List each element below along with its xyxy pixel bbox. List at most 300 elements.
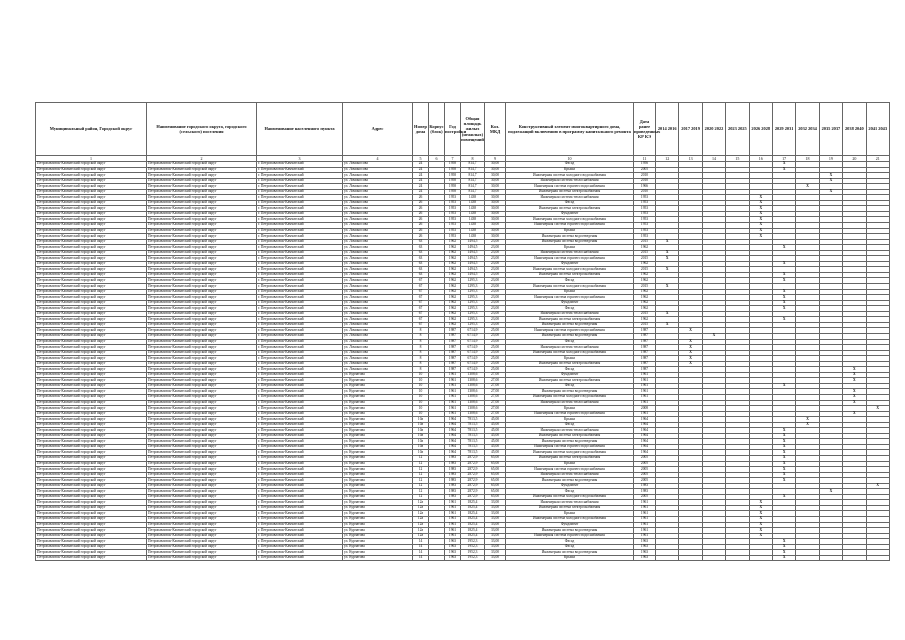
period-mark: X — [796, 184, 819, 190]
locality-cell: г. Петропавловск-Камчатский — [257, 356, 343, 362]
year-cell: 1983 — [445, 472, 461, 478]
district-cell: Петропавловск-Камчатский городской округ — [36, 500, 147, 506]
period-mark: X — [772, 295, 795, 301]
district-cell: Петропавловск-Камчатский городской округ — [36, 394, 147, 400]
repair-date-cell: 1962 — [634, 317, 656, 323]
locality-cell: г. Петропавловск-Камчатский — [257, 195, 343, 201]
locality-cell: г. Петропавловск-Камчатский — [257, 350, 343, 356]
house-cell: 12а — [413, 517, 429, 523]
column-header: 2020 2022 — [702, 103, 725, 156]
locality-cell: г. Петропавловск-Камчатский — [257, 206, 343, 212]
area-cell: 814,7 — [461, 173, 485, 179]
element-cell: Фасад — [506, 544, 634, 550]
period-mark: X — [679, 339, 702, 345]
element-cell: Инженерная система электроснабжения — [506, 505, 634, 511]
locality-cell: г. Петропавловск-Камчатский — [257, 422, 343, 428]
locality-cell: г. Петропавловск-Камчатский — [257, 478, 343, 484]
column-header: Кол. МКД — [485, 103, 506, 156]
area-cell: 7813,5 — [461, 428, 485, 434]
area-cell: 1494,5 — [461, 256, 485, 262]
district-cell: Петропавловск-Камчатский городской округ — [36, 284, 147, 290]
locality-cell: г. Петропавловск-Камчатский — [257, 217, 343, 223]
district-cell: Петропавловск-Камчатский городской округ — [36, 245, 147, 251]
repair-date-cell: 1964 — [634, 450, 656, 456]
element-cell: Инженерная система горячего водоснабжения — [506, 295, 634, 301]
house-cell: 10 — [413, 383, 429, 389]
street-cell: ул. Ломоносова — [343, 322, 413, 328]
count-cell: 30,00 — [485, 173, 506, 179]
year-cell: 1961 — [445, 383, 461, 389]
count-cell: 23,00 — [485, 256, 506, 262]
repair-date-cell: 1962 — [634, 289, 656, 295]
count-cell: 30,00 — [485, 206, 506, 212]
column-header: 2035 2037 — [819, 103, 842, 156]
repair-date-cell: 1961 — [634, 372, 656, 378]
settlement-cell: Петропавловск-Камчатский городской округ — [147, 272, 257, 278]
count-cell: 23,00 — [485, 284, 506, 290]
settlement-cell: Петропавловск-Камчатский городской округ — [147, 472, 257, 478]
table-row — [36, 555, 890, 561]
house-cell: 10а — [413, 433, 429, 439]
element-cell: Инженерная система теплоснабжения — [506, 428, 634, 434]
period-mark: X — [656, 311, 679, 317]
settlement-cell: Петропавловск-Камчатский городской округ — [147, 555, 257, 561]
count-cell: 65,00 — [485, 467, 506, 473]
repair-date-cell: 2015 — [634, 284, 656, 290]
locality-cell: г. Петропавловск-Камчатский — [257, 433, 343, 439]
period-mark: X — [749, 211, 772, 217]
house-cell: 63 — [413, 239, 429, 245]
area-cell: 6714,9 — [461, 356, 485, 362]
count-cell: 33,00 — [485, 539, 506, 545]
street-cell: ул. Курчатова — [343, 467, 413, 473]
year-cell: 1961 — [445, 389, 461, 395]
district-cell: Петропавловск-Камчатский городской округ — [36, 378, 147, 384]
street-cell: ул. Ломоносова — [343, 211, 413, 217]
house-cell: 24 — [413, 178, 429, 184]
street-cell: ул. Ломоносова — [343, 328, 413, 334]
repair-date-cell: 1987 — [634, 367, 656, 373]
area-cell: 6714,9 — [461, 333, 485, 339]
year-cell: 1961 — [445, 500, 461, 506]
district-cell: Петропавловск-Камчатский городской округ — [36, 295, 147, 301]
locality-cell: г. Петропавловск-Камчатский — [257, 328, 343, 334]
repair-date-cell: 2005 — [634, 167, 656, 173]
area-cell: 814,7 — [461, 178, 485, 184]
count-cell: 30,00 — [485, 162, 506, 168]
element-cell: Фасад — [506, 367, 634, 373]
element-cell: Инженерная система холодного водоснабжения — [506, 284, 634, 290]
area-cell: 2872,9 — [461, 478, 485, 484]
count-cell: 33,00 — [485, 505, 506, 511]
element-cell: Инженерная система холодного водоснабжения — [506, 350, 634, 356]
period-cell — [726, 555, 749, 561]
street-cell: ул. Ломоносова — [343, 184, 413, 190]
repair-date-cell: 2008 — [634, 406, 656, 412]
header-row — [36, 103, 890, 156]
repair-date-cell: 2015 — [634, 311, 656, 317]
house-cell: 10 — [413, 394, 429, 400]
house-cell: 12 — [413, 461, 429, 467]
element-cell: Крыша — [506, 417, 634, 423]
year-cell: 1962 — [445, 284, 461, 290]
street-cell: ул. Ломоносова — [343, 356, 413, 362]
element-cell: Инженерная система водоотведения — [506, 333, 634, 339]
locality-cell: г. Петропавловск-Камчатский — [257, 278, 343, 284]
area-cell: 1308,6 — [461, 389, 485, 395]
element-cell: Инженерная система электроснабжения — [506, 189, 634, 195]
count-cell: 23,00 — [485, 239, 506, 245]
area-cell: 1295,3 — [461, 322, 485, 328]
street-cell: ул. Курчатова — [343, 389, 413, 395]
district-cell: Петропавловск-Камчатский городской округ — [36, 461, 147, 467]
street-cell: ул. Курчатова — [343, 494, 413, 500]
area-cell: 7813,5 — [461, 417, 485, 423]
element-cell: Крыша — [506, 356, 634, 362]
repair-date-cell: 2015 — [634, 250, 656, 256]
column-number: 18 — [796, 156, 819, 162]
house-cell: 10а — [413, 439, 429, 445]
count-cell: 27,00 — [485, 394, 506, 400]
repair-date-cell: 2010 — [634, 178, 656, 184]
count-cell: 23,00 — [485, 306, 506, 312]
house-cell: 10 — [413, 406, 429, 412]
element-cell: Фундамент — [506, 261, 634, 267]
locality-cell: г. Петропавловск-Камчатский — [257, 267, 343, 273]
period-mark: X — [749, 533, 772, 539]
street-cell: ул. Ломоносова — [343, 317, 413, 323]
count-cell: 65,00 — [485, 489, 506, 495]
locality-cell: г. Петропавловск-Камчатский — [257, 389, 343, 395]
street-cell: ул. Курчатова — [343, 544, 413, 550]
settlement-cell: Петропавловск-Камчатский городской округ — [147, 439, 257, 445]
house-cell: 14 — [413, 539, 429, 545]
house-cell: 8 — [413, 345, 429, 351]
area-cell: 1308,6 — [461, 383, 485, 389]
year-cell: 1963 — [445, 555, 461, 561]
district-cell: Петропавловск-Камчатский городской округ — [36, 162, 147, 168]
house-cell: 26 — [413, 195, 429, 201]
street-cell: ул. Ломоносова — [343, 367, 413, 373]
period-mark: X — [656, 322, 679, 328]
locality-cell: г. Петропавловск-Камчатский — [257, 494, 343, 500]
locality-cell: г. Петропавловск-Камчатский — [257, 167, 343, 173]
area-cell: 1952,3 — [461, 544, 485, 550]
repair-date-cell: 1962 — [634, 245, 656, 251]
house-cell: 67 — [413, 284, 429, 290]
repair-date-cell: 2005 — [634, 461, 656, 467]
street-cell: ул. Ломоносова — [343, 223, 413, 229]
district-cell: Петропавловск-Камчатский городской округ — [36, 517, 147, 523]
column-header: Муниципальный район, Городской округ — [36, 103, 147, 156]
period-mark: X — [866, 483, 889, 489]
locality-cell: г. Петропавловск-Камчатский — [257, 383, 343, 389]
street-cell: ул. Ломоносова — [343, 245, 413, 251]
house-cell: 26 — [413, 228, 429, 234]
repair-date-cell: 1953 — [634, 223, 656, 229]
district-cell: Петропавловск-Камчатский городской округ — [36, 234, 147, 240]
period-mark: X — [772, 444, 795, 450]
area-cell: 1308,6 — [461, 394, 485, 400]
year-cell: 1963 — [445, 539, 461, 545]
column-header: 2038 2040 — [843, 103, 866, 156]
house-cell: 67 — [413, 306, 429, 312]
column-header: 2014 2016 — [656, 103, 679, 156]
house-cell: 24 — [413, 189, 429, 195]
year-cell: 1961 — [445, 511, 461, 517]
district-cell: Петропавловск-Камчатский городской округ — [36, 489, 147, 495]
count-cell: 33,00 — [485, 517, 506, 523]
locality-cell: г. Петропавловск-Камчатский — [257, 378, 343, 384]
locality-cell: г. Петропавловск-Камчатский — [257, 295, 343, 301]
year-cell: 1958 — [445, 178, 461, 184]
street-cell: ул. Курчатова — [343, 500, 413, 506]
repair-program-table — [35, 102, 890, 561]
settlement-cell: Петропавловск-Камчатский городской округ — [147, 211, 257, 217]
district-cell: Петропавловск-Камчатский городской округ — [36, 472, 147, 478]
house-cell: 63 — [413, 250, 429, 256]
street-cell: ул. Курчатова — [343, 511, 413, 517]
count-cell: 30,00 — [485, 234, 506, 240]
repair-date-cell: 2015 — [634, 256, 656, 262]
period-mark: X — [749, 528, 772, 534]
settlement-cell: Петропавловск-Камчатский городской округ — [147, 162, 257, 168]
year-cell: 1961 — [445, 372, 461, 378]
element-cell: Крыша — [506, 406, 634, 412]
repair-date-cell: 1963 — [634, 539, 656, 545]
locality-cell: г. Петропавловск-Камчатский — [257, 411, 343, 417]
period-mark: X — [772, 467, 795, 473]
district-cell: Петропавловск-Камчатский городской округ — [36, 539, 147, 545]
year-cell: 1962 — [445, 311, 461, 317]
street-cell: ул. Ломоносова — [343, 361, 413, 367]
year-cell: 1962 — [445, 306, 461, 312]
repair-date-cell: 1953 — [634, 206, 656, 212]
year-cell: 1961 — [445, 522, 461, 528]
locality-cell: г. Петропавловск-Камчатский — [257, 406, 343, 412]
area-cell: 1438 — [461, 223, 485, 229]
area-cell: 1308,6 — [461, 372, 485, 378]
settlement-cell: Петропавловск-Камчатский городской округ — [147, 367, 257, 373]
repair-date-cell: 1953 — [634, 234, 656, 240]
settlement-cell: Петропавловск-Камчатский городской округ — [147, 322, 257, 328]
area-cell: 2872,9 — [461, 467, 485, 473]
element-cell: Инженерная система электроснабжения — [506, 317, 634, 323]
repair-date-cell: 2015 — [634, 322, 656, 328]
house-cell: 26 — [413, 223, 429, 229]
year-cell: 1953 — [445, 195, 461, 201]
locality-cell: г. Петропавловск-Камчатский — [257, 522, 343, 528]
element-cell: Инженерная система теплоснабжения — [506, 400, 634, 406]
element-cell: Фасад — [506, 162, 634, 168]
column-header: 2029 2031 — [772, 103, 795, 156]
element-cell: Инженерная система электроснабжения — [506, 378, 634, 384]
locality-cell: г. Петропавловск-Камчатский — [257, 211, 343, 217]
house-cell: 24 — [413, 184, 429, 190]
year-cell: 1953 — [445, 206, 461, 212]
locality-cell: г. Петропавловск-Камчатский — [257, 223, 343, 229]
count-cell: 25,00 — [485, 345, 506, 351]
area-cell: 1308,6 — [461, 406, 485, 412]
locality-cell: г. Петропавловск-Камчатский — [257, 162, 343, 168]
repair-date-cell: 1961 — [634, 383, 656, 389]
settlement-cell: Петропавловск-Камчатский городской округ — [147, 444, 257, 450]
column-header: Год постройки — [445, 103, 461, 156]
count-cell: 25,00 — [485, 356, 506, 362]
element-cell: Крыша — [506, 167, 634, 173]
element-cell: Инженерная система теплоснабжения — [506, 178, 634, 184]
period-mark: X — [819, 178, 842, 184]
settlement-cell: Петропавловск-Камчатский городской округ — [147, 389, 257, 395]
period-mark: X — [772, 461, 795, 467]
period-mark: X — [749, 234, 772, 240]
street-cell: ул. Курчатова — [343, 417, 413, 423]
element-cell: Фасад — [506, 278, 634, 284]
house-cell: 10а — [413, 422, 429, 428]
area-cell: 6714,9 — [461, 339, 485, 345]
settlement-cell: Петропавловск-Камчатский городской округ — [147, 461, 257, 467]
district-cell: Петропавловск-Камчатский городской округ — [36, 422, 147, 428]
repair-date-cell: 1961 — [634, 389, 656, 395]
house-cell: 14 — [413, 544, 429, 550]
repair-date-cell: 1987 — [634, 350, 656, 356]
locality-cell: г. Петропавловск-Камчатский — [257, 489, 343, 495]
period-mark: X — [656, 284, 679, 290]
column-number: 3 — [257, 156, 343, 162]
area-cell: 1438 — [461, 234, 485, 240]
year-cell: 1962 — [445, 267, 461, 273]
street-cell: ул. Курчатова — [343, 505, 413, 511]
street-cell: ул. Ломоносова — [343, 195, 413, 201]
area-cell: 814,7 — [461, 189, 485, 195]
area-cell: 1438 — [461, 200, 485, 206]
repair-date-cell: 1987 — [634, 345, 656, 351]
locality-cell: г. Петропавловск-Камчатский — [257, 472, 343, 478]
period-mark: X — [843, 378, 866, 384]
street-cell: ул. Ломоносова — [343, 284, 413, 290]
house-cell: 12а — [413, 533, 429, 539]
repair-date-cell: 1987 — [634, 328, 656, 334]
house-cell: 67 — [413, 317, 429, 323]
district-cell: Петропавловск-Камчатский городской округ — [36, 494, 147, 500]
area-cell: 1295,3 — [461, 278, 485, 284]
period-mark: X — [843, 400, 866, 406]
year-cell: 1964 — [445, 428, 461, 434]
street-cell: ул. Ломоносова — [343, 178, 413, 184]
element-cell: Крыша — [506, 461, 634, 467]
district-cell: Петропавловск-Камчатский городской округ — [36, 505, 147, 511]
area-cell: 1825,4 — [461, 528, 485, 534]
column-number: 19 — [819, 156, 842, 162]
district-cell: Петропавловск-Камчатский городской округ — [36, 406, 147, 412]
street-cell: ул. Ломоносова — [343, 306, 413, 312]
repair-date-cell: 1953 — [634, 217, 656, 223]
element-cell: Инженерная система электроснабжения — [506, 206, 634, 212]
year-cell: 1962 — [445, 295, 461, 301]
area-cell: 1438 — [461, 228, 485, 234]
year-cell: 1953 — [445, 228, 461, 234]
period-mark: X — [702, 333, 725, 339]
street-cell: ул. Ломоносова — [343, 189, 413, 195]
count-cell: 65,00 — [485, 455, 506, 461]
element-cell: Инженерная система холодного водоснабжения — [506, 267, 634, 273]
count-cell: 30,00 — [485, 217, 506, 223]
settlement-cell: Петропавловск-Камчатский городской округ — [147, 250, 257, 256]
year-cell: 1961 — [445, 533, 461, 539]
period-mark: X — [749, 206, 772, 212]
repair-date-cell: 1966 — [634, 184, 656, 190]
settlement-cell: Петропавловск-Камчатский городской округ — [147, 333, 257, 339]
street-cell: ул. Курчатова — [343, 428, 413, 434]
year-cell: 1987 — [445, 350, 461, 356]
element-cell: Инженерная система теплоснабжения — [506, 250, 634, 256]
area-cell: 2872,9 — [461, 472, 485, 478]
period-mark: X — [796, 417, 819, 423]
year-cell: 1987 — [445, 328, 461, 334]
house-cell: 12а — [413, 500, 429, 506]
year-cell: 1962 — [445, 272, 461, 278]
house-cell: 26 — [413, 200, 429, 206]
column-header: Номер дома — [413, 103, 429, 156]
element-cell: Инженерная система водоотведения — [506, 478, 634, 484]
repair-date-cell: 1987 — [634, 361, 656, 367]
locality-cell: г. Петропавловск-Камчатский — [257, 533, 343, 539]
street-cell: ул. Курчатова — [343, 472, 413, 478]
period-mark: X — [772, 433, 795, 439]
area-cell: 1825,4 — [461, 511, 485, 517]
house-cell: 14 — [413, 555, 429, 561]
count-cell: 27,00 — [485, 411, 506, 417]
house-cell: 10 — [413, 372, 429, 378]
element-cell: Инженерная система водоотведения — [506, 239, 634, 245]
period-cell — [679, 555, 702, 561]
year-cell: 1962 — [445, 261, 461, 267]
repair-date-cell: 1964 — [634, 439, 656, 445]
area-cell: 1295,3 — [461, 306, 485, 312]
period-mark: X — [772, 472, 795, 478]
period-mark: X — [749, 505, 772, 511]
element-cell: Фасад — [506, 489, 634, 495]
area-cell: 7813,5 — [461, 433, 485, 439]
year-cell: 1964 — [445, 439, 461, 445]
element-cell: Инженерная система теплоснабжения — [506, 345, 634, 351]
district-cell: Петропавловск-Камчатский городской округ — [36, 261, 147, 267]
settlement-cell: Петропавловск-Камчатский городской округ — [147, 511, 257, 517]
count-cell: 45,00 — [485, 450, 506, 456]
count-cell: 23,00 — [485, 300, 506, 306]
repair-date-cell: 1953 — [634, 228, 656, 234]
period-mark: X — [679, 328, 702, 334]
street-cell: ул. Курчатова — [343, 378, 413, 384]
district-cell: Петропавловск-Камчатский городской округ — [36, 455, 147, 461]
street-cell: ул. Курчатова — [343, 489, 413, 495]
locality-cell: г. Петропавловск-Камчатский — [257, 461, 343, 467]
column-header: Наименование городского округа, городского (сельского) поселения — [147, 103, 257, 156]
street-cell: ул. Курчатова — [343, 461, 413, 467]
area-cell: 1952,3 — [461, 539, 485, 545]
street-cell: ул. Ломоносова — [343, 200, 413, 206]
area-cell: 7813,5 — [461, 450, 485, 456]
locality-cell: г. Петропавловск-Камчатский — [257, 272, 343, 278]
repair-date-cell: 2010 — [634, 173, 656, 179]
element-cell: Инженерная система холодного водоснабжения — [506, 217, 634, 223]
element-cell: Крыша — [506, 228, 634, 234]
repair-date-cell: 1961 — [634, 511, 656, 517]
area-cell: 814,7 — [461, 162, 485, 168]
district-cell: Петропавловск-Камчатский городской округ — [36, 200, 147, 206]
period-cell — [796, 555, 819, 561]
year-cell: 1961 — [445, 528, 461, 534]
